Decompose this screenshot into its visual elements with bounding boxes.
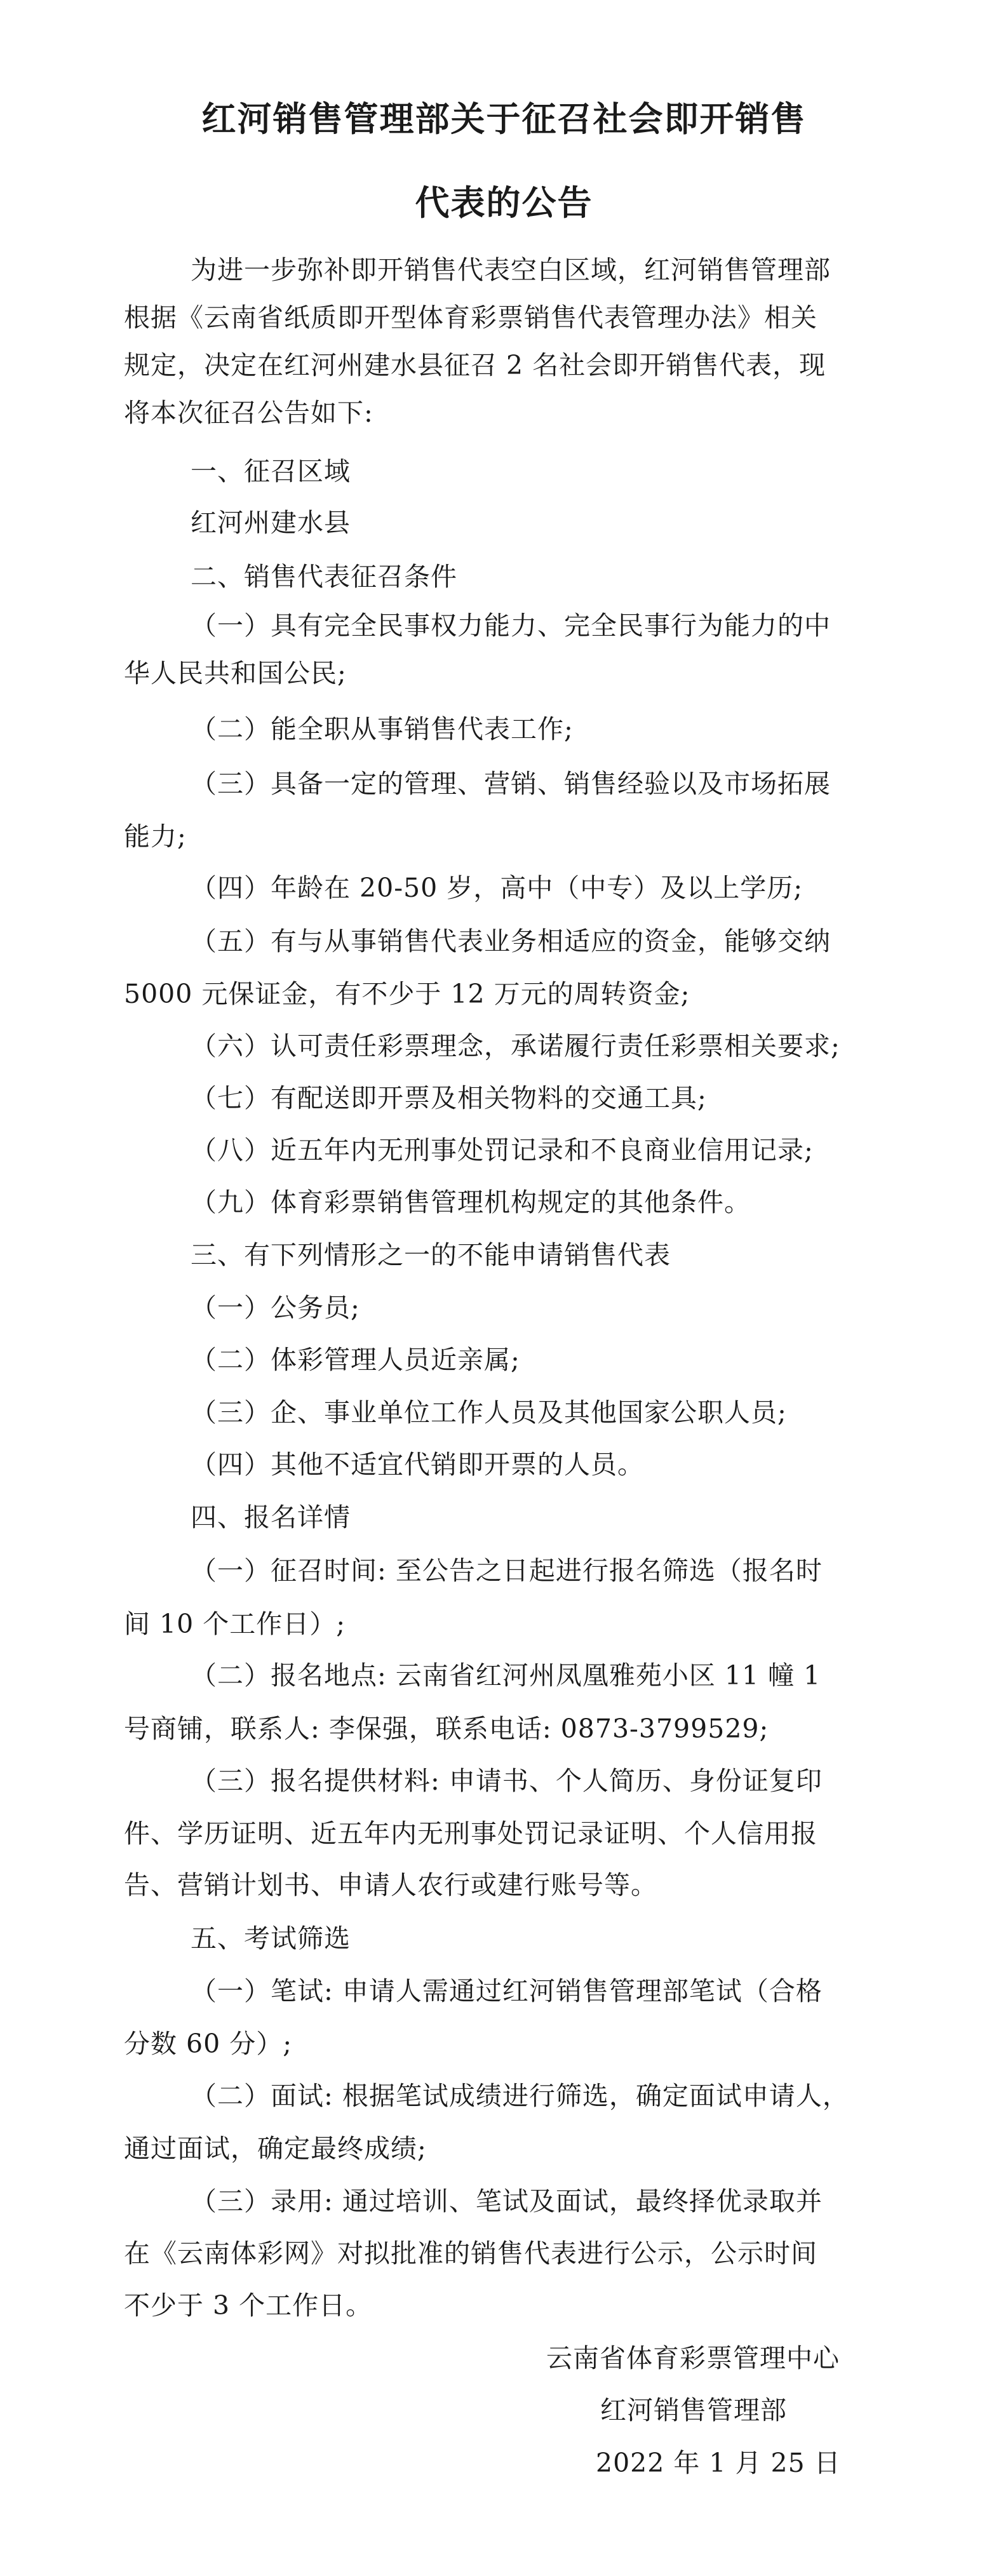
registration-item-continued: 号商铺，联系人: 李保强，联系电话: 0873-3799529; [124, 1714, 769, 1744]
section-heading: 一、征召区域 [191, 456, 351, 486]
condition-item-continued: 5000 元保证金，有不少于 12 万元的周转资金; [124, 979, 690, 1009]
condition-item: （六）认可责任彩票理念，承诺履行责任彩票相关要求; [191, 1031, 840, 1061]
registration-item: （一）征召时间: 至公告之日起进行报名筛选（报名时 [191, 1555, 823, 1586]
condition-item: （五）有与从事销售代表业务相适应的资金，能够交纳 [191, 926, 831, 956]
section-heading: 四、报名详情 [191, 1502, 351, 1533]
signature-organization: 云南省体育彩票管理中心 [546, 2343, 840, 2373]
condition-item-continued: 能力; [124, 821, 187, 852]
condition-item: （四）年龄在 20-50 岁，高中（中专）及以上学历; [191, 873, 803, 903]
registration-item: （三）报名提供材料: 申请书、个人简历、身份证复印 [191, 1766, 823, 1796]
intro-line: 根据《云南省纸质即开型体育彩票销售代表管理办法》相关 [124, 302, 817, 333]
exclusion-item: （二）体彩管理人员近亲属; [191, 1345, 520, 1375]
document-title-line-2: 代表的公告 [415, 182, 593, 223]
exam-item: （二）面试: 根据笔试成绩进行筛选，确定面试申请人， [191, 2081, 849, 2111]
condition-item: （九）体育彩票销售管理机构规定的其他条件。 [191, 1187, 751, 1218]
intro-line: 规定，决定在红河州建水县征召 2 名社会即开销售代表，现 [124, 350, 826, 380]
intro-line: 将本次征召公告如下: [124, 398, 373, 428]
registration-item-continued: 件、学历证明、近五年内无刑事处罚记录证明、个人信用报 [124, 1818, 817, 1849]
exclusion-item: （四）其他不适宜代销即开票的人员。 [191, 1449, 644, 1480]
exam-item-continued: 在《云南体彩网》对拟批准的销售代表进行公示，公示时间 [124, 2238, 817, 2269]
condition-item: （三）具备一定的管理、营销、销售经验以及市场拓展 [191, 768, 831, 799]
section-heading: 二、销售代表征召条件 [191, 561, 457, 592]
exam-item-continued: 分数 60 分）; [124, 2029, 293, 2059]
registration-item: （二）报名地点: 云南省红河州凤凰雅苑小区 11 幢 1 [191, 1660, 821, 1691]
condition-item-continued: 华人民共和国公民; [124, 658, 347, 688]
exam-item: （一）笔试: 申请人需通过红河销售管理部笔试（合格 [191, 1976, 823, 2006]
document-title-line-1: 红河销售管理部关于征召社会即开销售 [201, 98, 807, 139]
signature-department: 红河销售管理部 [600, 2395, 787, 2425]
section-heading: 五、考试筛选 [191, 1923, 351, 1954]
condition-item: （二）能全职从事销售代表工作; [191, 714, 574, 744]
condition-item: （七）有配送即开票及相关物料的交通工具; [191, 1083, 707, 1113]
condition-item: （一）具有完全民事权力能力、完全民事行为能力的中 [191, 610, 831, 641]
registration-item-continued: 间 10 个工作日）; [124, 1609, 346, 1639]
exclusion-item: （三）企、事业单位工作人员及其他国家公职人员; [191, 1397, 787, 1428]
exam-item-continued: 不少于 3 个工作日。 [124, 2290, 373, 2321]
exclusion-item: （一）公务员; [191, 1292, 360, 1323]
signature-date: 2022 年 1 月 25 日 [596, 2448, 841, 2478]
intro-line: 为进一步弥补即开销售代表空白区域，红河销售管理部 [191, 255, 831, 285]
section-body: 红河州建水县 [191, 507, 351, 538]
exam-item-continued: 通过面试，确定最终成绩; [124, 2133, 427, 2164]
condition-item: （八）近五年内无刑事处罚记录和不良商业信用记录; [191, 1135, 814, 1165]
exam-item: （三）录用: 通过培训、笔试及面试，最终择优录取并 [191, 2186, 823, 2217]
registration-item-continued: 告、营销计划书、申请人农行或建行账号等。 [124, 1870, 657, 1900]
section-heading: 三、有下列情形之一的不能申请销售代表 [191, 1240, 671, 1270]
